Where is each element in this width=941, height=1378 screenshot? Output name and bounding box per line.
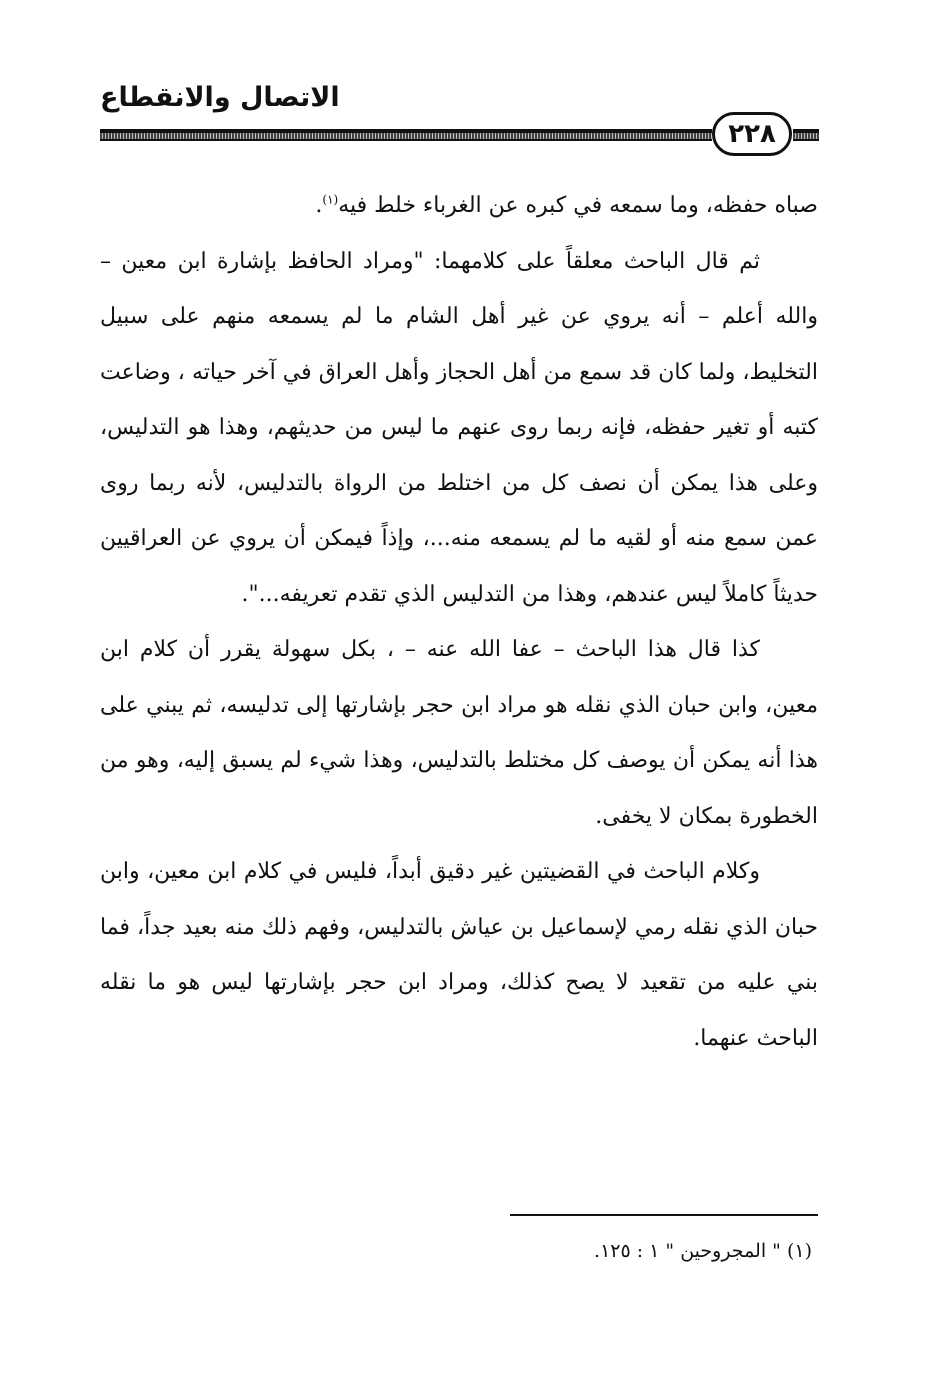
- paragraph: كذا قال هذا الباحث – عفا الله عنه – ، بكل سهولة يقرر أن كلام ابن معين، وابن حبان الذي نقله هو مراد ابن حجر بإشارتها إلى تدليسه، ثم يبني على هذا أنه يمكن أن يوصف كل مختلط بالتدليس، وهذا شيء لم يسبق إليه، وهو من الخطورة بمكان لا يخفى.: [100, 637, 818, 829]
- page-number: ٢٢٨: [712, 112, 792, 156]
- running-title: الاتصال والانقطاع: [100, 82, 340, 113]
- paragraph-continuation: [100, 178, 818, 234]
- paragraph: ثم قال الباحث معلقاً على كلامهما: "ومراد الحافظ بإشارة ابن معين – والله أعلم – أنه يروي عن غير أهل الشام ما لم يسمعه منهم على سبيل التخليط، ولما كان قد سمع من أهل الحجاز وأهل العراق في آخر حياته ، وضاعت كتبه أو تغير حفظه، فإنه ربما روى عنهم ما ليس من حديثهم، وهذا هو التدليس، وعلى هذا يمكن أن نصف كل من اختلط من الرواة بالتدليس، لأنه ربما روى عمن سمع منه أو لقيه ما لم يسمعه منه...، وإذاً فيمكن أن يروي عن العراقيين حديثاً كاملاً ليس عندهم، وهذا من التدليس الذي تقدم تعريفه...".: [100, 248, 818, 607]
- footnote: (١) " المجروحين " ١ : ١٢٥.: [594, 1240, 812, 1262]
- footnote-reference: (١): [322, 192, 339, 207]
- footnote-separator: [510, 1214, 818, 1216]
- header-rule: [100, 129, 712, 141]
- body-text: [100, 178, 818, 1066]
- paragraph-end: .: [315, 193, 323, 218]
- header-rule-end: [793, 129, 819, 141]
- paragraph-text: صباه حفظه، وما سمعه في كبره عن الغرباء خلط فيه: [338, 193, 818, 218]
- paragraph: وكلام الباحث في القضيتين غير دقيق أبداً، فليس في كلام ابن معين، وابن حبان الذي نقله رمي لإسماعيل بن عياش بالتدليس، وفهم ذلك منه بعيد جداً، فما بني عليه من تقعيد لا يصح كذلك، ومراد ابن حجر بإشارتها ليس هو ما نقله الباحث عنهما.: [100, 859, 818, 1051]
